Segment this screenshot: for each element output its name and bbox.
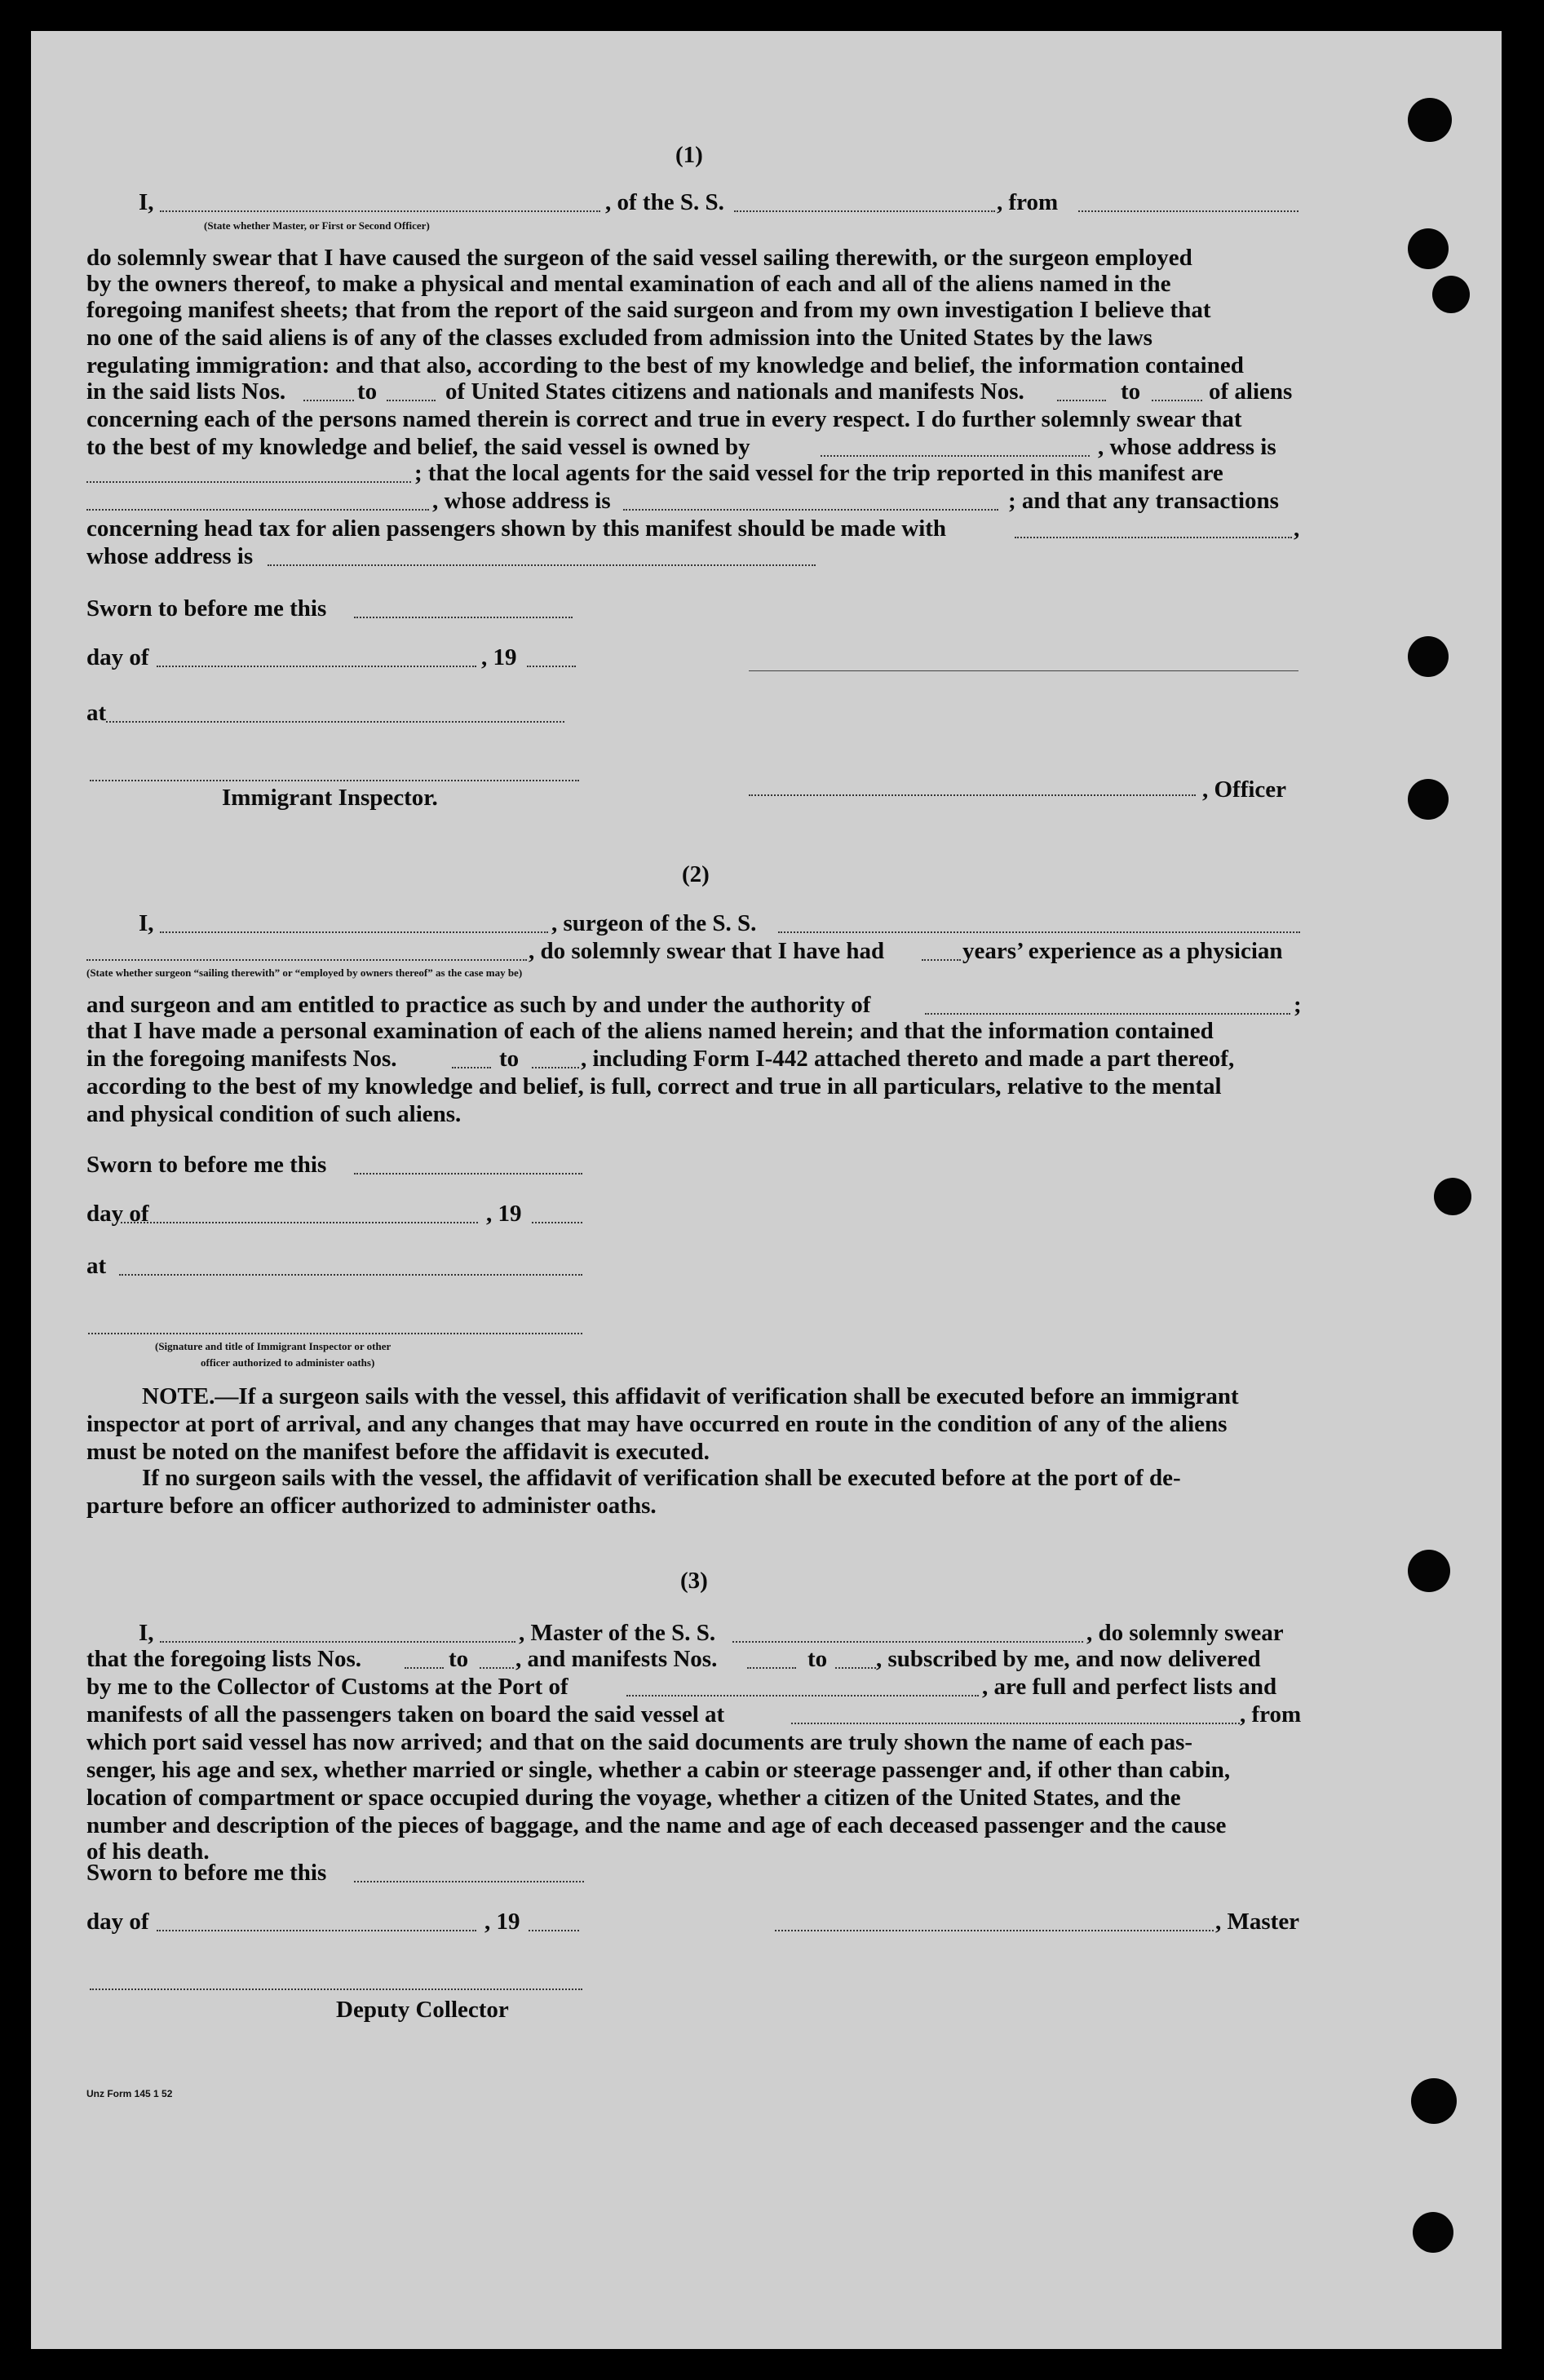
s3-l5: senger, his age and sex, whether married or single, whether a cabin or steerage passenger and, if other than cabin, [86,1757,1231,1783]
s3-collector-label: Deputy Collector [336,1997,509,2023]
s1-list-from-field[interactable] [303,400,354,401]
s1-dayof-label: day of [86,644,149,670]
s3-sworn-label: Sworn to before me this [86,1860,327,1886]
binder-hole [1408,1550,1450,1592]
s2-name-field[interactable] [160,931,548,933]
s2-caption2b: officer authorized to administer oaths) [201,1356,375,1369]
s3-year-field[interactable] [529,1930,579,1931]
s2-dayof-label: day of [86,1201,149,1227]
s1-l8b: , whose address is [1098,434,1276,460]
s1-line [86,246,1298,270]
s1-l7: concerning each of the persons named therein is correct and true in every respect. I do further solemnly swear that [86,406,1242,432]
s3-manifest-from-field[interactable] [747,1667,796,1669]
s3-l1b: to [449,1646,469,1672]
s2-19-label: , 19 [486,1201,522,1227]
s2-day-field[interactable] [121,1222,478,1223]
s3-l6: location of compartment or space occupied during the voyage, whether a citizen of the United States, and the [86,1785,1181,1811]
s3-list-to-field[interactable] [480,1667,514,1669]
s2-i-label: I, [139,910,154,936]
s1-officer-label: , Officer [1202,776,1287,803]
s1-agents-field[interactable] [86,509,429,511]
s2-vessel-field[interactable] [778,931,1300,933]
s2-ss-label: , surgeon of the S. S. [551,910,757,936]
section1-number: (1) [675,142,703,168]
s1-year-field[interactable] [527,666,576,667]
s1-day-field[interactable] [157,666,476,667]
s1-name-field[interactable] [160,210,600,212]
s3-l1a: that the foregoing lists Nos. [86,1646,361,1672]
s1-l11b: , [1294,515,1300,542]
s1-l9: ; that the local agents for the said vessel for the trip reported in this manifest are [414,460,1223,486]
s1-agents-address-field[interactable] [623,509,998,511]
s3-master-label: , Master [1215,1909,1300,1935]
s3-master-field[interactable] [775,1930,1214,1931]
binder-hole [1408,636,1449,677]
s2-manifest-from-field[interactable] [452,1067,491,1068]
s2-manifest-to-field[interactable] [532,1067,579,1068]
s3-l2b: , are full and perfect lists and [982,1674,1277,1700]
s1-l11a: concerning head tax for alien passengers shown by this manifest should be made with [86,515,947,542]
s3-l3b: , from [1240,1701,1302,1727]
s2-status-field[interactable] [86,959,527,961]
s1-l2: by the owners thereof, to make a physical and mental examination of each and all of the aliens named in the [86,271,1171,297]
s1-manifest-from-field[interactable] [1057,400,1106,401]
s1-vessel-field[interactable] [734,210,995,212]
binder-hole [1432,276,1470,313]
s1-signature-line[interactable] [749,670,1298,671]
s1-owner-address-field[interactable] [86,481,411,483]
section2-number: (2) [682,861,710,887]
s2-l2: that I have made a personal examination of each of the aliens named herein; and that the information contained [86,1018,1214,1044]
s2-line2b: years’ experience as a physician [962,938,1283,964]
s1-l5: regulating immigration: and that also, according to the best of my knowledge and belief, the information contained [86,352,1244,378]
s3-departure-field[interactable] [791,1723,1240,1724]
s2-at-field[interactable] [119,1274,582,1276]
s2-note3: must be noted on the manifest before the affidavit is executed. [86,1439,710,1465]
s3-list-from-field[interactable] [405,1667,444,1669]
s3-ss-label: , Master of the S. S. [519,1620,716,1646]
s1-at-label: at [86,700,107,726]
s2-l1b: ; [1294,992,1302,1018]
s3-dayof-label: day of [86,1909,149,1935]
s2-l3c: , including Form I-442 attached thereto and made a part thereof, [581,1046,1235,1072]
s1-i-label: I, [139,189,154,215]
s1-l6a: in the said lists Nos. [86,378,286,405]
s2-note1: NOTE.—If a surgeon sails with the vessel, this affidavit of verification shall be executed before an immigrant [142,1383,1239,1409]
s1-l6c: of United States citizens and nationals and manifests Nos. [445,378,1024,405]
s3-port-field[interactable] [626,1695,979,1697]
s1-l10b: ; and that any transactions [1008,488,1279,514]
binder-hole [1434,1178,1471,1215]
s2-note5: parture before an officer authorized to administer oaths. [86,1493,657,1519]
s2-line2a: , do solemnly swear that I have had [529,938,885,964]
s2-l3a: in the foregoing manifests Nos. [86,1046,397,1072]
s3-l4: which port said vessel has now arrived; and that on the said documents are truly shown the name of each pas- [86,1729,1193,1755]
s1-caption: (State whether Master, or First or Second Officer) [204,219,430,232]
s1-sworn-label: Sworn to before me this [86,595,327,622]
s1-l12: whose address is [86,543,254,569]
s2-signature-field[interactable] [88,1333,582,1334]
s1-l3: foregoing manifest sheets; that from the report of the said surgeon and from my own investigation I believe that [86,297,1211,323]
s2-note2: inspector at port of arrival, and any changes that may have occurred en route in the condition of any of the aliens [86,1411,1228,1437]
s1-from-field[interactable] [1078,210,1298,212]
s2-caption2a: (Signature and title of Immigrant Inspector or other [155,1340,392,1352]
s2-at-label: at [86,1253,107,1279]
s3-name-field[interactable] [160,1641,515,1643]
s2-l1a: and surgeon and am entitled to practice as such by and under the authority of [86,992,871,1018]
s1-officer-field[interactable] [749,794,1196,796]
s3-i-label: I, [139,1620,154,1646]
binder-hole [1413,2212,1453,2253]
section3-number: (3) [680,1568,708,1594]
s1-sworn-field[interactable] [354,617,573,618]
s1-ss-label: , of the S. S. [605,189,724,215]
binder-hole [1408,228,1449,269]
s1-19-label: , 19 [481,644,517,670]
s1-l8a: to the best of my knowledge and belief, the said vessel is owned by [86,434,750,460]
binder-hole [1408,98,1452,142]
s3-manifest-to-field[interactable] [835,1667,876,1669]
binder-hole [1408,779,1449,820]
s2-l4: according to the best of my knowledge and belief, is full, correct and true in all particulars, relative to the mental [86,1073,1222,1099]
s2-note4: If no surgeon sails with the vessel, the affidavit of verification shall be executed before at the port of de- [142,1465,1181,1491]
s1-l6b: to [357,378,378,405]
s1-l10a: , whose address is [432,488,611,514]
s3-day-field[interactable] [157,1930,476,1931]
s1-manifest-to-field[interactable] [1152,400,1202,401]
s2-sworn-field[interactable] [354,1173,582,1175]
s3-swear-label: , do solemnly swear [1086,1620,1284,1646]
s3-collector-field[interactable] [90,1988,582,1990]
s3-vessel-field[interactable] [732,1641,1083,1643]
s3-l2a: by me to the Collector of Customs at the Port of [86,1674,568,1700]
form-number: Unz Form 145 1 52 [86,2088,173,2099]
s1-inspector-label: Immigrant Inspector. [222,785,438,811]
s3-19-label: , 19 [484,1909,520,1935]
s1-owner-field[interactable] [821,455,1090,457]
s1-l6d: to [1121,378,1141,405]
s2-authority-field[interactable] [925,1013,1290,1015]
s2-year-field[interactable] [532,1222,582,1223]
s1-l4: no one of the said aliens is of any of the classes excluded from admission into the United States by the laws [86,325,1152,351]
s2-years-field[interactable] [922,959,961,961]
s1-headtax-field[interactable] [1015,537,1292,538]
binder-hole [1411,2078,1457,2124]
s1-headtax-address-field[interactable] [268,564,816,566]
s3-l1d: to [807,1646,828,1672]
s3-l1e: , subscribed by me, and now delivered [876,1646,1261,1672]
s2-sworn-label: Sworn to before me this [86,1152,327,1178]
pencil-mark [91,781,94,820]
s2-l5: and physical condition of such aliens. [86,1101,462,1127]
s3-sworn-field[interactable] [354,1881,584,1882]
s1-list-to-field[interactable] [387,400,436,401]
s1-from-label: , from [997,189,1059,215]
s2-caption: (State whether surgeon “sailing therewith” or “employed by owners thereof” as the case may be) [86,967,523,979]
s1-l6e: of aliens [1209,378,1293,405]
s2-l3b: to [499,1046,520,1072]
s1-inspector-line[interactable] [90,780,579,781]
s3-l7: number and description of the pieces of baggage, and the name and age of each deceased passenger and the cause [86,1812,1227,1838]
s3-l8: of his death. [86,1838,210,1865]
s3-l1c: , and manifests Nos. [515,1646,718,1672]
s1-at-field[interactable] [106,721,564,723]
s3-l3a: manifests of all the passengers taken on board the said vessel at [86,1701,725,1727]
s1-l1: do solemnly swear that I have caused the surgeon of the said vessel sailing therewith, or the surgeon employed [86,245,1192,271]
